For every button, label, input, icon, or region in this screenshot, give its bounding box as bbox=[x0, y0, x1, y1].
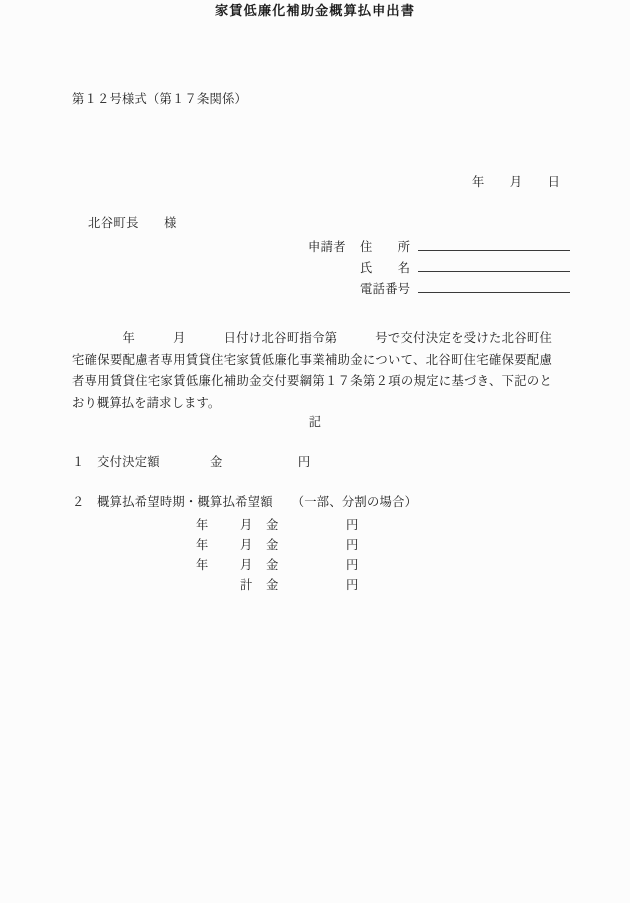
page-title: 家賃低廉化補助金概算払申出書 bbox=[214, 3, 416, 18]
amount-row bbox=[196, 535, 366, 555]
applicant-block bbox=[308, 237, 570, 300]
body-paragraph: 年 月 日付け北谷町指令第 号で交付決定を受けた北谷町住宅確保要配慮者専用賃貸住宅家賃低廉化事業補助金について、北谷町住宅確保要配慮者専用賃貸住宅家賃低廉化補助金交付要綱第１７条第２項の規定に基づき、下記のとおり概算払を請求します。 bbox=[72, 331, 552, 410]
item-2-requested-schedule-and-amount: ２ 概算払希望時期・概算払希望額 （一部、分割の場合） bbox=[72, 495, 418, 509]
amount-row-year: 年 bbox=[196, 538, 209, 552]
applicant-phone-row bbox=[308, 279, 570, 300]
applicant-name-field[interactable] bbox=[418, 258, 570, 272]
date-line: 年 月 日 bbox=[472, 175, 561, 189]
amount-row-kin-label: 金 bbox=[266, 558, 279, 572]
applicant-lead-label: 申請者 bbox=[308, 240, 346, 254]
amount-total-label: 計 bbox=[240, 578, 253, 592]
amount-total-row bbox=[196, 575, 366, 595]
applicant-phone-field[interactable] bbox=[418, 279, 570, 293]
amount-total-kin-label: 金 bbox=[266, 578, 279, 592]
addressee: 北谷町長 様 bbox=[88, 216, 177, 230]
amount-row-month: 月 bbox=[240, 538, 253, 552]
applicant-address-field[interactable] bbox=[418, 237, 570, 251]
amount-rows-table bbox=[196, 515, 366, 595]
amount-row-month: 月 bbox=[240, 518, 253, 532]
amount-row-yen-unit: 円 bbox=[346, 538, 359, 552]
ki-marker: 記 bbox=[308, 415, 322, 429]
amount-row-year: 年 bbox=[196, 558, 209, 572]
applicant-phone-label: 電話番号 bbox=[360, 282, 411, 296]
amount-row-month: 月 bbox=[240, 558, 253, 572]
amount-row-yen-unit: 円 bbox=[346, 518, 359, 532]
amount-row bbox=[196, 555, 366, 575]
amount-row-yen-unit: 円 bbox=[346, 558, 359, 572]
amount-row-year: 年 bbox=[196, 518, 209, 532]
applicant-address-row bbox=[308, 237, 570, 258]
amount-row bbox=[196, 515, 366, 535]
applicant-name-row bbox=[308, 258, 570, 279]
applicant-address-label: 住 所 bbox=[360, 240, 411, 254]
form-number: 第１２号様式（第１７条関係） bbox=[72, 92, 247, 106]
applicant-name-label: 氏 名 bbox=[360, 261, 411, 275]
amount-total-yen-unit: 円 bbox=[346, 578, 359, 592]
amount-row-kin-label: 金 bbox=[266, 538, 279, 552]
item-1-grant-decision-amount: １ 交付決定額 金 円 bbox=[72, 455, 311, 469]
amount-row-kin-label: 金 bbox=[266, 518, 279, 532]
